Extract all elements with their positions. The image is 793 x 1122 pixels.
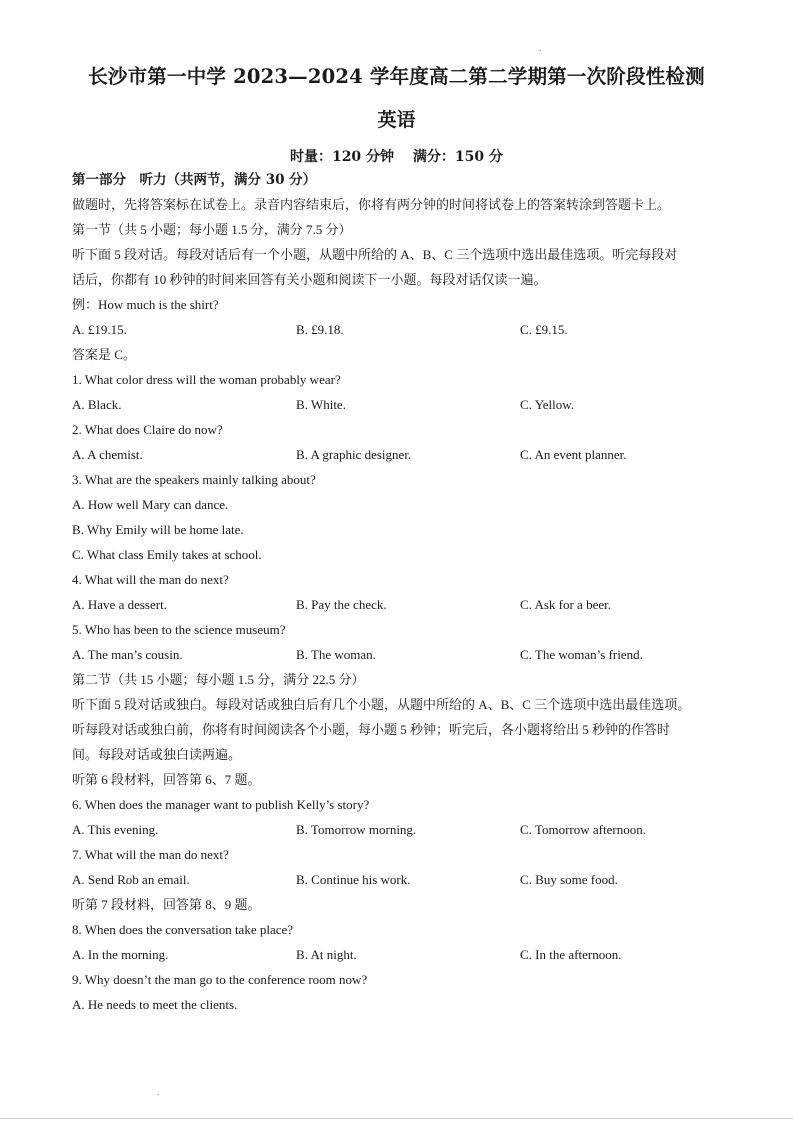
- option-c: C. An event planner.: [520, 447, 627, 462]
- question-4-options: [72, 595, 732, 620]
- question-7: 7. What will the man do next?: [72, 847, 229, 862]
- example-question: 例：How much is the shirt?: [72, 297, 219, 312]
- option-b: B. The woman.: [296, 647, 376, 662]
- option-c: C. In the afternoon.: [520, 947, 622, 962]
- option-a: A. The man’s cousin.: [72, 647, 183, 662]
- question-1-options: [72, 395, 732, 420]
- option-c: C. Ask for a beer.: [520, 597, 611, 612]
- question-6-options: [72, 820, 732, 845]
- exam-content: [72, 170, 732, 1020]
- exam-subject: 英语: [377, 109, 416, 131]
- question-2: 2. What does Claire do now?: [72, 422, 223, 437]
- question-9: 9. Why doesn’t the man go to the conference room now?: [72, 972, 368, 987]
- question-4: 4. What will the man do next?: [72, 572, 229, 587]
- section2-heading: 第二节（共 15 小题；每小题 1.5 分，满分 22.5 分）: [72, 672, 365, 687]
- option-a: A. This evening.: [72, 822, 159, 837]
- question-1: 1. What color dress will the woman probably wear?: [72, 372, 341, 387]
- option-c: C. Tomorrow afternoon.: [520, 822, 646, 837]
- option-b: B. Pay the check.: [296, 597, 387, 612]
- option-b: B. £9.18.: [296, 322, 344, 337]
- option-a: A. He needs to meet the clients.: [72, 997, 238, 1012]
- question-8: 8. When does the conversation take place?: [72, 922, 294, 937]
- question-8-options: [72, 945, 732, 970]
- option-b: B. A graphic designer.: [296, 447, 412, 462]
- example-answer: 答案是 C。: [72, 347, 136, 362]
- scan-dot: .: [539, 44, 542, 53]
- option-a: A. A chemist.: [72, 447, 143, 462]
- question-7-options: [72, 870, 732, 895]
- question-6: 6. When does the manager want to publish Kelly’s story?: [72, 797, 370, 812]
- material-7-note: 听第 7 段材料，回答第 8、9 题。: [72, 897, 261, 912]
- option-a: A. Black.: [72, 397, 122, 412]
- scan-dot: .: [157, 1088, 160, 1097]
- option-a: A. In the morning.: [72, 947, 169, 962]
- exam-title: 长沙市第一中学 2023—2024 学年度高二第二学期第一次阶段性检测: [88, 65, 705, 88]
- section1-instruction-1: 听下面 5 段对话。每段对话后有一个小题，从题中所给的 A、B、C 三个选项中选出最佳选项。听完每段对: [72, 247, 678, 262]
- general-instruction: 做题时，先将答案标在试卷上。录音内容结束后，你将有两分钟的时间将试卷上的答案转涂到答题卡上。: [72, 197, 671, 212]
- question-5-options: [72, 645, 732, 670]
- section2-instruction-1: 听下面 5 段对话或独白。每段对话或独白后有几个小题，从题中所给的 A、B、C 三个选项中选出最佳选项。: [72, 697, 691, 712]
- page-bottom-rule: [0, 1118, 793, 1119]
- option-a: A. How well Mary can dance.: [72, 497, 229, 512]
- time-and-score: 时量：120 分钟 满分：150 分: [289, 149, 504, 165]
- option-c: C. Buy some food.: [520, 872, 618, 887]
- section2-instruction-2: 听每段对话或独白前，你将有时间阅读各个小题，每小题 5 秒钟；听完后，各小题将给出 5 秒钟的作答时: [72, 722, 671, 737]
- option-a: A. Send Rob an email.: [72, 872, 190, 887]
- question-5: 5. Who has been to the science museum?: [72, 622, 286, 637]
- option-b: B. Why Emily will be home late.: [72, 522, 244, 537]
- question-2-options: [72, 445, 732, 470]
- option-b: B. At night.: [296, 947, 357, 962]
- option-c: C. Yellow.: [520, 397, 575, 412]
- option-a: A. Have a dessert.: [72, 597, 167, 612]
- option-c: C. What class Emily takes at school.: [72, 547, 262, 562]
- option-b: B. Continue his work.: [296, 872, 411, 887]
- option-a: A. £19.15.: [72, 322, 127, 337]
- section1-heading: 第一节（共 5 小题；每小题 1.5 分，满分 7.5 分）: [72, 222, 352, 237]
- section1-instruction-2: 话后，你都有 10 秒钟的时间来回答有关小题和阅读下一小题。每段对话仅读一遍。: [72, 272, 547, 287]
- section2-instruction-3: 间。每段对话或独白读两遍。: [72, 747, 242, 762]
- material-6-note: 听第 6 段材料，回答第 6、7 题。: [72, 772, 261, 787]
- option-c: C. £9.15.: [520, 322, 568, 337]
- part-heading: 第一部分 听力（共两节，满分 30 分）: [72, 172, 317, 188]
- option-c: C. The woman’s friend.: [520, 647, 643, 662]
- option-b: B. White.: [296, 397, 346, 412]
- option-b: B. Tomorrow morning.: [296, 822, 417, 837]
- example-options: [72, 320, 732, 345]
- question-3: 3. What are the speakers mainly talking about?: [72, 472, 316, 487]
